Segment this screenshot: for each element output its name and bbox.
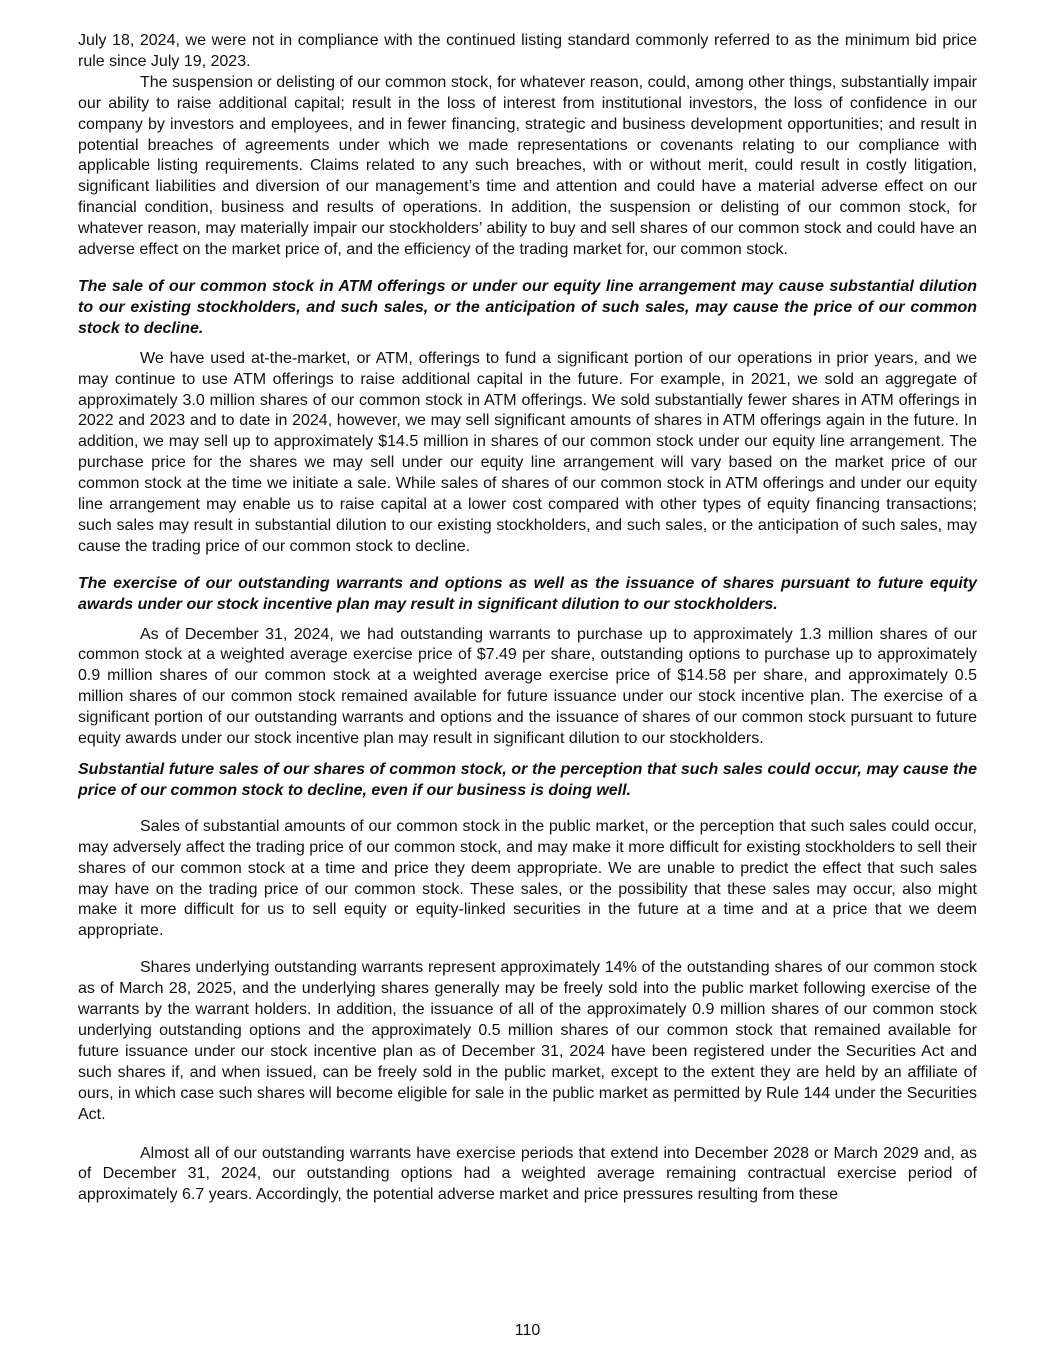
paragraph-delisting-effects: The suspension or delisting of our common stock, for whatever reason, could, among other things, substantially impair our ability to raise additional capital; result in the loss of interest from institutional investors, the loss of confidence in our company by investors and employees, and in fewer financing, strategic and business development opportunities; and result in potential breaches of agreements under which we made representations or covenants relating to our compliance with applicable listing requirements. Claims related to any such breaches, with or without merit, could result in costly litigation, significant liabilities and diversion of our management’s time and attention and could have a material adverse effect on our financial condition, business and results of operations. In addition, the suspension or delisting of our common stock, for whatever reason, may materially impair our stockholders’ ability to buy and sell shares of our common stock and could have an adverse effect on the market price of, and the efficiency of the trading market for, our common stock. [78,73,977,259]
page-number: 110 [514,1322,541,1339]
paragraph-future-sales: Sales of substantial amounts of our common stock in the public market, or the perception that such sales could occur, may adversely affect the trading price of our common stock, and may make it more difficult for existing stockholders to sell their shares of our common stock at a time and price they deem appropriate. We are unable to predict the effect that such sales may have on the trading price of our common stock. These sales, or the possibility that these sales may occur, also might make it more difficult for us to sell equity or equity-linked securities in the future at a time and at a price that we deem appropriate. [78,817,977,940]
heading-future-sales-risk: Substantial future sales of our shares of common stock, or the perception that such sales could occur, may cause the price of our common stock to decline, even if our business is doing well. [78,761,977,799]
paragraph-warrants-options: As of December 31, 2024, we had outstanding warrants to purchase up to approximately 1.3 million shares of our common stock at a weighted average exercise price of $7.49 per share, outstanding options to purchase up to approximately 0.9 million shares of our common stock at a weighted average exercise price of $14.58 per share, and approximately 0.5 million shares of our common stock remained available for future issuance under our stock incentive plan. The exercise of a significant portion of our outstanding warrants and options and the issuance of shares of our common stock pursuant to future equity awards under our stock incentive plan may result in significant dilution to our stockholders. [78,625,977,748]
heading-warrants-options-risk: The exercise of our outstanding warrants and options as well as the issuance of shares pursuant to future equity awards under our stock incentive plan may result in significant dilution to our stockholders. [78,574,977,613]
paragraph-exercise-periods: Almost all of our outstanding warrants have exercise periods that extend into December 2028 or March 2029 and, as of December 31, 2024, our outstanding options had a weighted average remaining contractual exercise period of approximately 6.7 years. Accordingly, the potential adverse market and price pressures resulting from these [78,1144,977,1204]
paragraph-continuation-listing: July 18, 2024, we were not in compliance with the continued listing standard commonly referred to as the minimum bid price rule since July 19, 2023. [78,32,977,70]
heading-atm-offerings-risk: The sale of our common stock in ATM offerings or under our equity line arrangement may cause substantial dilution to our existing stockholders, and such sales, or the anticipation of such sales, may cause the price of our common stock to decline. [78,277,977,337]
paragraph-underlying-shares: Shares underlying outstanding warrants represent approximately 14% of the outstanding shares of our common stock as of March 28, 2025, and the underlying shares generally may be freely sold into the public market following exercise of the warrants by the warrant holders. In addition, the issuance of all of the approximately 0.9 million shares of our common stock underlying outstanding options and the approximately 0.5 million shares of our common stock that remained available for future issuance under our stock incentive plan as of December 31, 2024 have been registered under the Securities Act and such shares if, and when issued, can be freely sold in the public market, except to the extent they are held by an affiliate of ours, in which case such shares will become eligible for sale in the public market as permitted by Rule 144 under the Securities Act. [78,959,977,1123]
paragraph-atm-offerings: We have used at-the-market, or ATM, offerings to fund a significant portion of our operations in prior years, and we may continue to use ATM offerings to raise additional capital in the future. For example, in 2021, we sold an aggregate of approximately 3.0 million shares of our common stock in ATM offerings. We sold substantially fewer shares in ATM offerings in 2022 and 2023 and to date in 2024, however, we may sell significant amounts of shares in ATM offerings again in the future. In addition, we may sell up to approximately $14.5 million in shares of our common stock under our equity line arrangement. The purchase price for the shares we may sell under our equity line arrangement will vary based on the market price of our common stock at the time we initiate a sale. While sales of shares of our common stock in ATM offerings and under our equity line arrangement may enable us to raise capital at a lower cost compared with other types of equity financing transactions; such sales may result in substantial dilution to our existing stockholders, and such sales, or the anticipation of such sales, may cause the trading price of our common stock to decline. [78,349,977,555]
document-page [78,31,977,1206]
